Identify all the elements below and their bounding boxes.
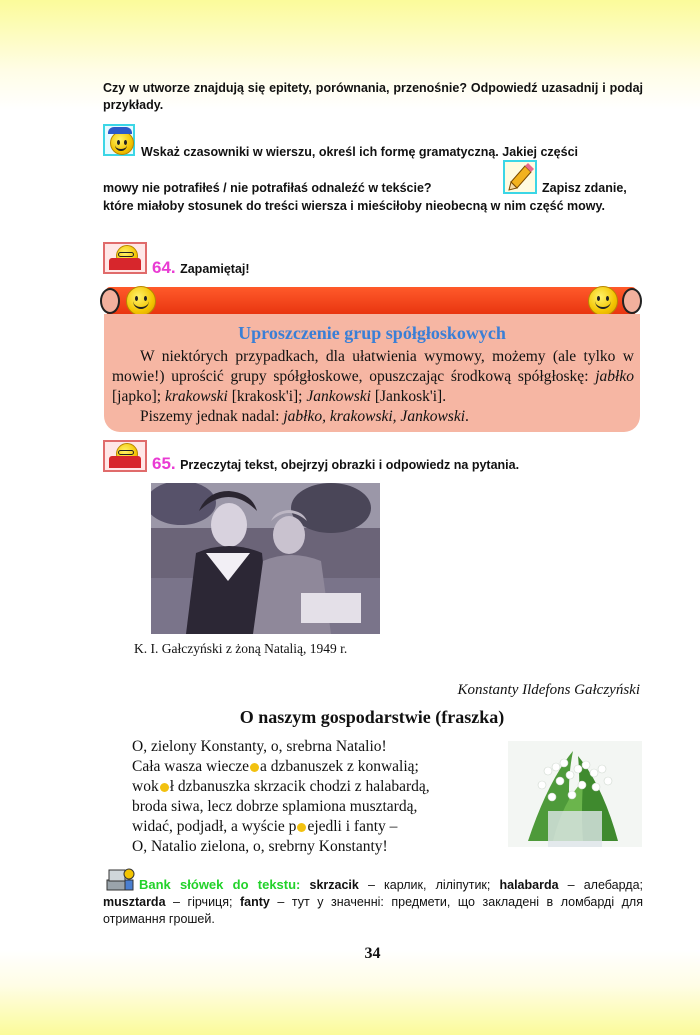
poem-title: O naszym gospodarstwie (fraszka) <box>239 707 505 727</box>
photo-caption: K. I. Gałczyński z żoną Natalią, 1949 r. <box>134 641 348 656</box>
poem-line <box>132 777 430 797</box>
vocabulary-heading: Bank słówek do tekstu: <box>139 877 301 892</box>
smiley-computer-icon <box>103 124 135 156</box>
exercise-label: Przeczytaj tekst, obejrzyj obrazki i odpowiedz na pytania. <box>180 458 520 472</box>
exercise-65-heading <box>152 454 519 474</box>
scroll-curl-left <box>100 288 120 314</box>
task-verbs-line2-end: Zapisz zdanie, <box>542 181 627 195</box>
poem-fragment: widać, podjadł, a wyście p <box>132 818 297 835</box>
rule-example-pron: [krakosk'i]; <box>231 388 303 405</box>
smiley-icon <box>126 286 156 316</box>
vocabulary-bank <box>103 876 643 928</box>
task-verbs-line2: mowy nie potrafiłeś / nie potrafiłaś odnaleźć w tekście? <box>103 181 432 195</box>
rule-note-start: Piszemy jednak nadal: <box>140 408 280 425</box>
task-figures-of-speech: Czy w utworze znajdują się epitety, porównania, przenośnie? Odpowiedź uzasadnij i podaj przykłady. <box>103 81 643 112</box>
poem-fragment: wok <box>132 778 159 795</box>
rule-example-word: Jankowski <box>306 388 371 405</box>
rule-panel <box>104 314 640 432</box>
reading-smiley-icon <box>103 440 147 472</box>
exercise-number: 64. <box>152 258 176 277</box>
vocabulary-translation: – карлик, ліліпутик; <box>358 878 491 892</box>
vocabulary-word: musztarda <box>103 895 166 909</box>
lily-bouquet-image <box>508 741 642 847</box>
vocabulary-word: skrzacik <box>309 878 359 892</box>
exercise-64-heading <box>152 258 250 278</box>
task-verbs-line3: które miałoby stosunek do treści wiersza i mieściłoby nieobecną w nim część mowy. <box>103 199 606 213</box>
rule-example-pron: [Jankosk'i]. <box>374 388 447 405</box>
rule-example-pron: [japko]; <box>112 388 162 405</box>
smiley-icon <box>588 286 618 316</box>
vocabulary-translation: – алебарда; <box>558 878 643 892</box>
poem-line <box>132 757 419 777</box>
vocabulary-word: fanty <box>239 895 270 909</box>
exercise-label: Zapamiętaj! <box>180 262 250 276</box>
missing-letter-dot <box>160 783 169 792</box>
pencil-icon <box>503 160 537 194</box>
reading-smiley-icon <box>103 242 147 274</box>
couple-photo <box>151 483 380 634</box>
rule-banner <box>106 287 636 315</box>
poem-fragment: ł dzbanuszka skrzacik chodzi z halabardą, <box>169 778 430 795</box>
poem-line <box>132 817 397 837</box>
task-verbs-line1: Wskaż czasowniki w wierszu, określ ich formę gramatyczną. Jakiej części <box>141 145 578 159</box>
vocabulary-word: halabarda <box>499 878 559 892</box>
exercise-number: 65. <box>152 454 176 473</box>
missing-letter-dot <box>250 763 259 772</box>
rule-paragraph: W niektórych przypadkach, dla ułatwienia wymowy, możemy (ale tylko w mowie!) uprościć grupy spółgłoskowe, opuszczając środkową spółgłoskę: <box>112 348 634 385</box>
poem-fragment: ejedli i fanty – <box>307 818 398 835</box>
rule-note-end: . <box>465 408 469 425</box>
missing-letter-dot <box>297 823 306 832</box>
poem-line: broda siwa, lecz dobrze splamiona musztardą, <box>132 798 418 815</box>
poem-fragment: a dzbanuszek z konwalią; <box>260 758 419 775</box>
vocabulary-translation: – тут у значенні: предмети, що закладені в ломбарді для отримання грошей. <box>103 895 643 926</box>
rule-example-word: jabłko <box>595 368 634 385</box>
page-number: 34 <box>364 945 381 962</box>
poem-fragment: Cała wasza wiecze <box>132 758 250 775</box>
scroll-curl-right <box>622 288 642 314</box>
rule-text <box>112 347 634 407</box>
rule-note <box>140 407 469 427</box>
rule-example-word: krakowski <box>164 388 228 405</box>
rule-title: Uproszczenie grup spółgłoskowych <box>238 323 506 343</box>
rule-note-words: jabłko, krakowski, Jankowski <box>283 408 465 425</box>
vocabulary-translation: – гірчиця; <box>165 895 233 909</box>
poem-line: O, Natalio zielona, o, srebrny Konstanty! <box>132 838 388 855</box>
poem-author: Konstanty Ildefons Gałczyński <box>457 682 640 698</box>
poem-line: O, zielony Konstanty, o, srebrna Natalio! <box>132 738 387 755</box>
